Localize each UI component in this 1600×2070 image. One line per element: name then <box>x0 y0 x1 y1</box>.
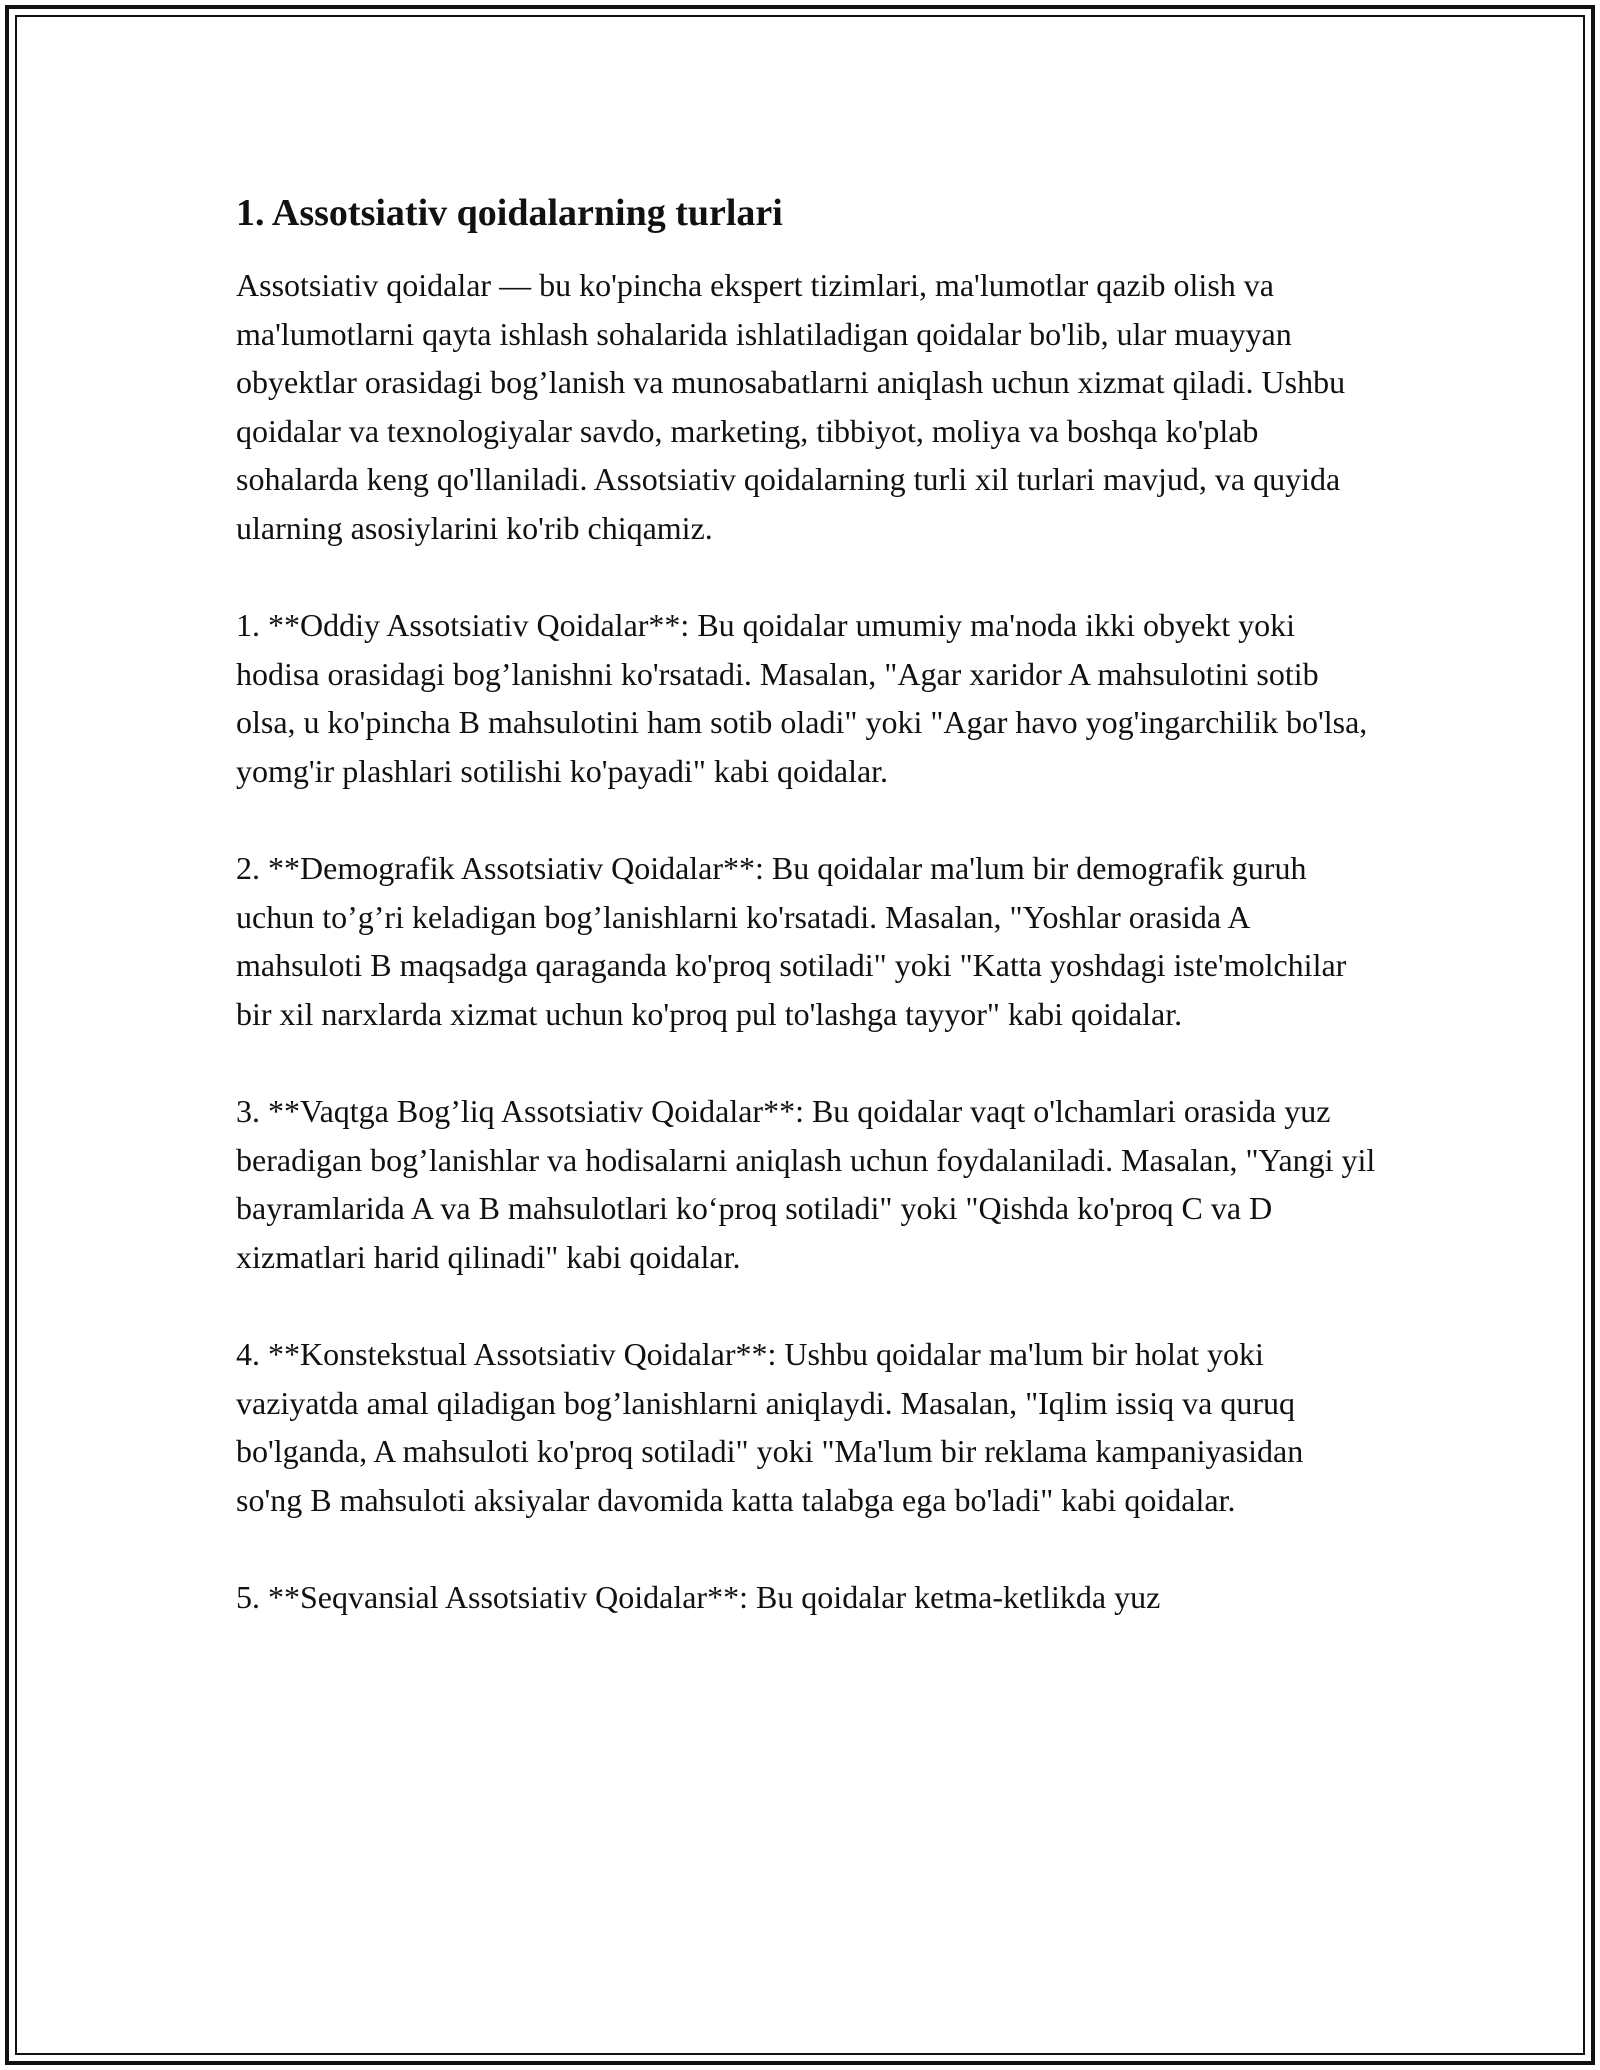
document-body <box>236 187 1376 1671</box>
section-heading: 1. Assotsiativ qoidalarning turlari <box>236 192 783 234</box>
intro-paragraph: Assotsiativ qoidalar — bu ko'pincha ekspert tizimlari, ma'lumotlar qazib olish va ma'lumotlarni qayta ishlash sohalarida ishlatiladigan qoidalar bo'lib, ular muayyan obyektlar orasidagi bog’lanish va munosabatlarni aniqlash uchun xizmat qiladi. Ushbu qoidalar va texnologiyalar savdo, marketing, tibbiyot, moliya va boshqa ko'plab sohalarda keng qo'llaniladi. Assotsiativ qoidalarning turli xil turlari mavjud, va quyida ularning asosiylarini ko'rib chiqamiz. <box>236 267 1346 546</box>
list-item-time-rules: 3. **Vaqtga Bog’liq Assotsiativ Qoidalar**: Bu qoidalar vaqt o'lchamlari orasida yuz beradigan bog’lanishlar va hodisalarni aniqlash uchun foydalaniladi. Masalan, "Yangi yil bayramlarida A va B mahsulotlari ko‘proq sotiladi" yoki "Qishda ko'proq C va D xizmatlari harid qilinadi" kabi qoidalar. <box>236 1093 1376 1275</box>
list-item-demographic-rules: 2. **Demografik Assotsiativ Qoidalar**: Bu qoidalar ma'lum bir demografik guruh uchun to’g’ri keladigan bog’lanishlarni ko'rsatadi. Masalan, "Yoshlar orasida A mahsuloti B maqsadga qaraganda ko'proq sotiladi" yoki "Katta yoshdagi iste'molchilar bir xil narxlarda xizmat uchun ko'proq pul to'lashga tayyor" kabi qoidalar. <box>236 850 1347 1032</box>
list-item-sequential-rules: 5. **Seqvansial Assotsiativ Qoidalar**: Bu qoidalar ketma-ketlikda yuz <box>236 1579 1161 1615</box>
list-item-contextual-rules: 4. **Konstekstual Assotsiativ Qoidalar**: Ushbu qoidalar ma'lum bir holat yoki vaziyatda amal qiladigan bog’lanishlarni aniqlaydi. Masalan, "Iqlim issiq va quruq bo'lganda, A mahsuloti ko'proq sotiladi" yoki "Ma'lum bir reklama kampaniyasidan so'ng B mahsuloti aksiyalar davomida katta talabga ega bo'ladi" kabi qoidalar. <box>236 1336 1304 1518</box>
list-item-simple-rules: 1. **Oddiy Assotsiativ Qoidalar**: Bu qoidalar umumiy ma'noda ikki obyekt yoki hodisa orasidagi bog’lanishni ko'rsatadi. Masalan, "Agar xaridor A mahsulotini sotib olsa, u ko'pincha B mahsulotini ham sotib oladi" yoki "Agar havo yog'ingarchilik bo'lsa, yomg'ir plashlari sotilishi ko'payadi" kabi qoidalar. <box>236 607 1368 789</box>
